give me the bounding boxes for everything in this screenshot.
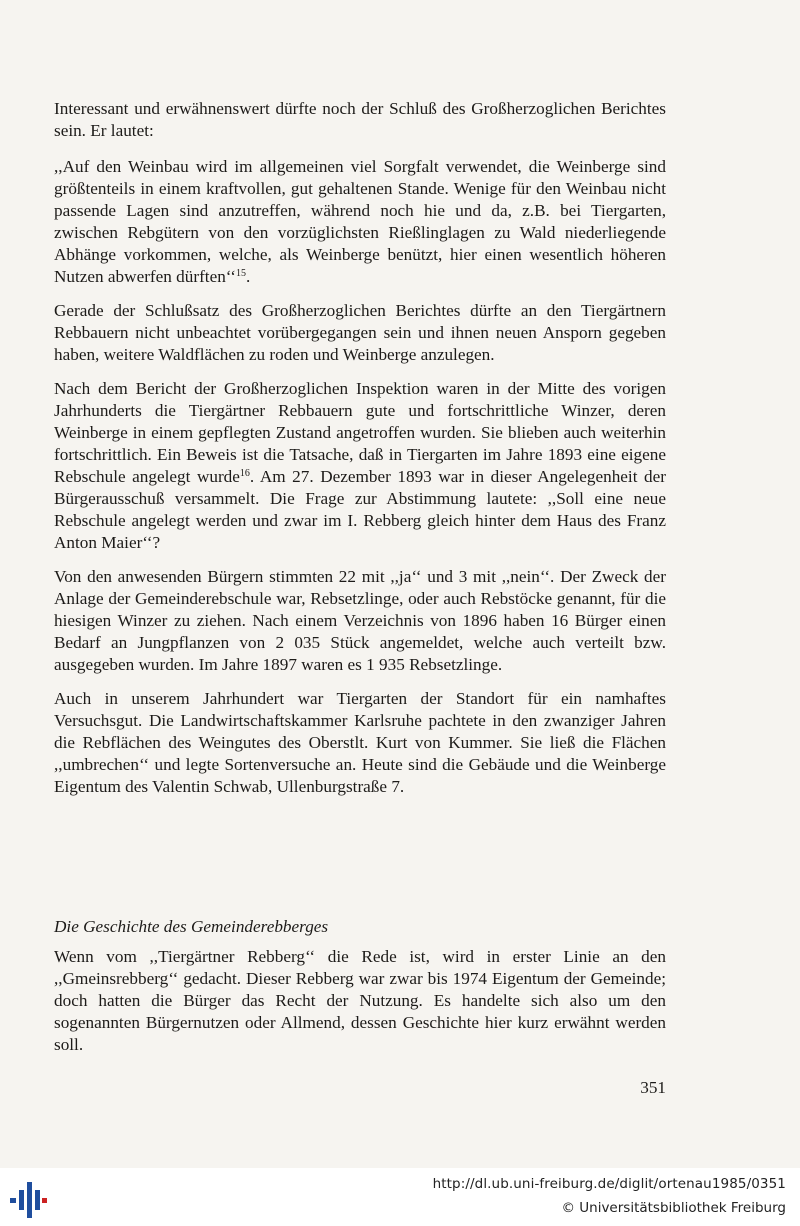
paragraph-inspektion [54, 378, 666, 554]
paragraph-text: Gerade der Schlußsatz des Großherzoglichen Berichtes dürfte an den Tiergärtnern Rebbauern nicht unbeachtet vorübergegangen sein und ihnen neuen Ansporn gegeben haben, weitere Waldflächen zu roden und Weinberge anzulegen. [54, 301, 666, 364]
footer-bar [0, 1168, 800, 1226]
body-text-section [54, 946, 666, 1068]
page-number: 351 [640, 1078, 666, 1097]
footnote-ref-16: 16 [239, 468, 250, 479]
body-text [54, 98, 666, 810]
paragraph-text: Auch in unserem Jahrhundert war Tiergarten der Standort für ein namhaftes Versuchsgut. Die Landwirtschaftskammer Karlsruhe pachtete in den zwanziger Jahren die Rebflächen des Weingutes des Oberstlt. Kurt von Kummer. Sie ließ die Flächen ,,umbrechen‘‘ und legte Sortenversuche an. Heute sind die Gebäude und die Weinberge Eigentum des Valentin Schwab, Ullenburgstraße 7. [54, 689, 666, 796]
paragraph-text: Wenn vom ,,Tiergärtner Rebberg‘‘ die Rede ist, wird in erster Linie an den ,,Gmeinsrebberg‘‘ gedacht. Dieser Rebberg war zwar bis 1974 Eigentum der Gemeinde; doch hatten die Bürger das Recht der Nutzung. Es handelte sich also um den sogenannten Bürgernutzen oder Allmend, dessen Geschichte hier kurz erwähnt werden soll. [54, 947, 666, 1054]
paragraph-abstimmung [54, 566, 666, 676]
paragraph-text: Nach dem Bericht der Großherzoglichen Inspektion waren in der Mitte des vorigen Jahrhunderts die Tiergärtner Rebbauern gute und fortschrittliche Winzer, deren Weinberge in einem gepflegten Zustand angetroffen wurden. Sie blieben auch weiterhin fortschrittlich. Ein Beweis ist die Tatsache, daß in Tiergarten im Jahre 1893 eine eigene Rebschule angelegt wurde [54, 379, 666, 486]
section-heading: Die Geschichte des Gemeinderebberges [54, 917, 329, 936]
paragraph-text: ,,Auf den Weinbau wird im allgemeinen viel Sorgfalt verwendet, die Weinberge sind größtenteils in einem kraftvollen, gut gehaltenen Stande. Wenige für den Weinbau nicht passende Lagen sind anzutreffen, während noch hie und da, z.B. bei Tiergarten, zwischen Rebgütern von den vorzüglichsten Rießlinglagen zu Wald niederliegende Abhänge vorkommen, welche, als Weinberge benützt, hier einen wesentlich höheren Nutzen abwerfen dürften‘‘ [54, 157, 666, 286]
paragraph-text: . Am 27. Dezember 1893 war in dieser Angelegenheit der Bürgerausschuß versammelt. Die Frage zur Abstimmung lautete: ,,Soll eine neue Rebschule angelegt werden und zwar im I. Rebberg gleich hinter dem Haus des Franz Anton Maier‘‘? [54, 467, 666, 552]
quote-end: . [245, 267, 251, 286]
footnote-ref-15: 15 [235, 268, 246, 279]
paragraph-versuchsgut [54, 688, 666, 798]
paragraph-rebberg [54, 946, 666, 1056]
ub-freiburg-logo-icon [8, 1176, 48, 1220]
paragraph-schlusssatz [54, 300, 666, 366]
footer-url-link[interactable]: http://dl.ub.uni-freiburg.de/diglit/ortenau1985/0351 [432, 1176, 786, 1192]
footer-copyright: © Universitätsbibliothek Freiburg [561, 1200, 786, 1216]
paragraph-quote [54, 156, 666, 288]
paragraph-intro [54, 98, 666, 142]
paragraph-text: Von den anwesenden Bürgern stimmten 22 mit ,,ja‘‘ und 3 mit ,,nein‘‘. Der Zweck der Anlage der Gemeinderebschule war, Rebsetzlinge, oder auch Rebstöcke genannt, für die hiesigen Winzer zu ziehen. Nach einem Verzeichnis von 1896 haben 16 Bürger einen Bedarf an Jungpflanzen von 2 035 Stück angemeldet, welche auch verteilt bzw. ausgegeben wurden. Im Jahre 1897 waren es 1 935 Rebsetzlinge. [54, 567, 666, 674]
paragraph-text: Interessant und erwähnenswert dürfte noch der Schluß des Großherzoglichen Berichtes sein. Er lautet: [54, 99, 666, 140]
